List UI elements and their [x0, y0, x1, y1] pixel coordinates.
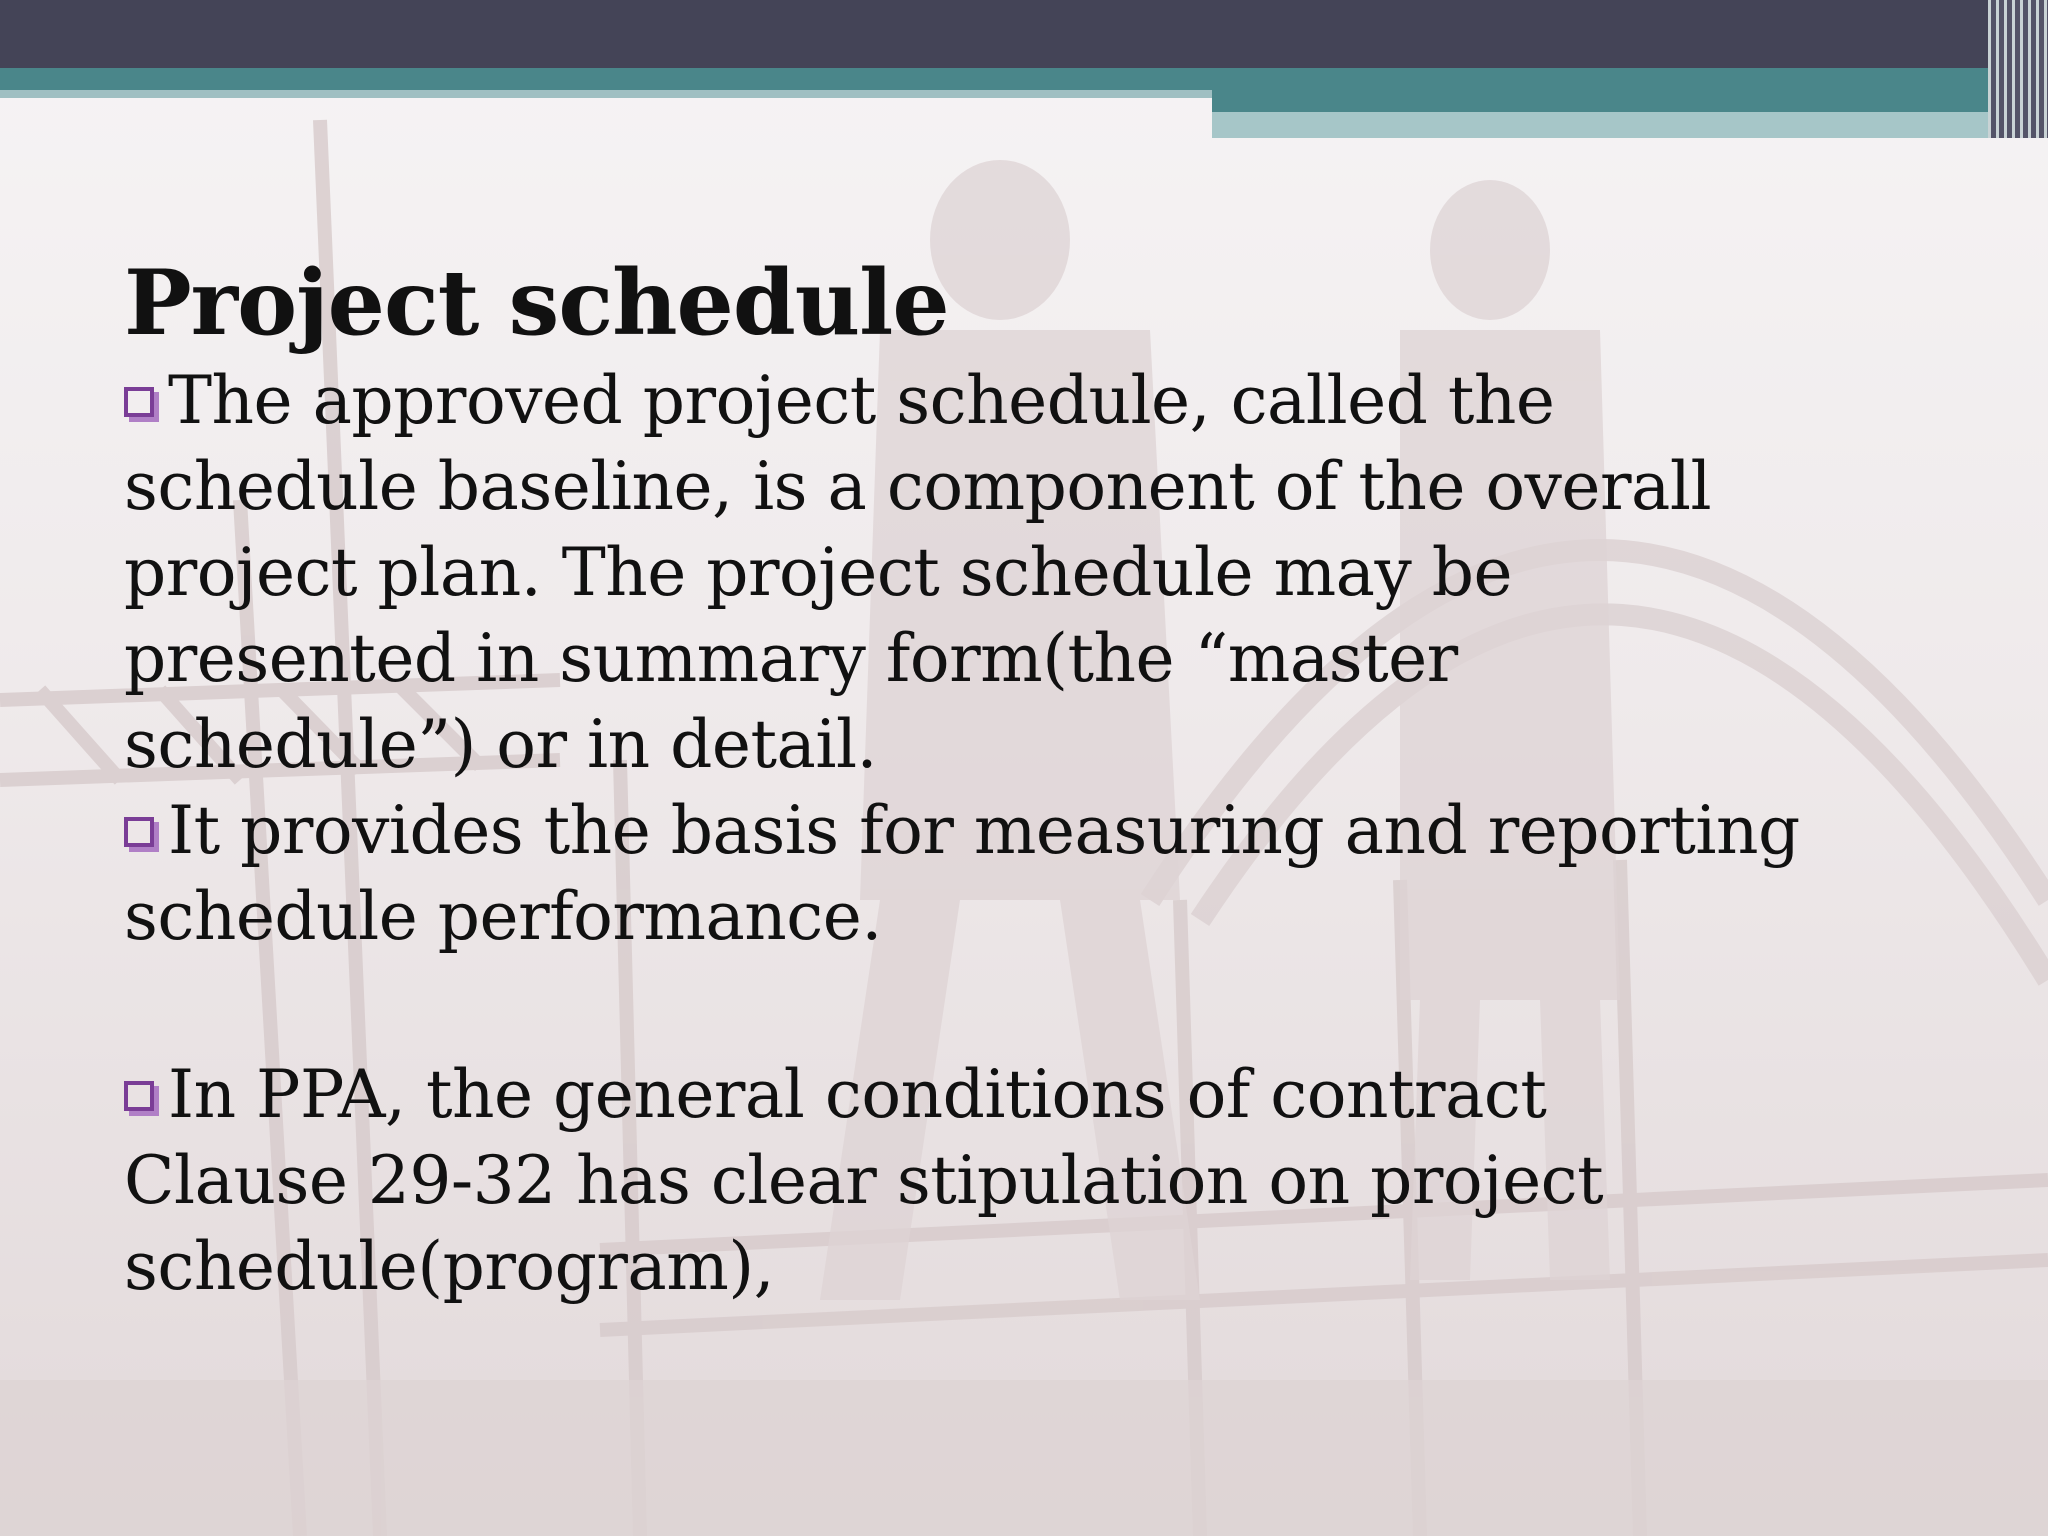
- header-bar-teal: [0, 68, 2048, 90]
- header-bar-dark: [0, 0, 2048, 68]
- bullet-line: presented in summary form(the “master: [124, 620, 1458, 697]
- checkbox-square-icon: [124, 817, 154, 847]
- bullet-line: schedule baseline, is a component of the overall: [124, 448, 1712, 525]
- spacer: [124, 960, 1984, 1052]
- page-title: Project schedule: [124, 250, 949, 356]
- checkbox-square-icon: [124, 1081, 154, 1111]
- bullet-line: schedule”) or in detail.: [124, 706, 878, 783]
- bullet-line: It provides the basis for measuring and reporting: [124, 788, 1984, 874]
- bullet-line: schedule(program),: [124, 1228, 775, 1305]
- slide-content: [124, 248, 1984, 1310]
- bullet-line: schedule performance.: [124, 878, 882, 955]
- bullet-item: [124, 788, 1984, 960]
- bullet-line: In PPA, the general conditions of contract: [124, 1052, 1984, 1138]
- bullet-item: [124, 358, 1984, 788]
- bullet-item: [124, 1052, 1984, 1310]
- bullet-line: Clause 29-32 has clear stipulation on project: [124, 1142, 1604, 1219]
- header-bar-teal-light: [0, 90, 1212, 98]
- checkbox-square-icon: [124, 387, 154, 417]
- bullet-line: The approved project schedule, called the: [124, 358, 1984, 444]
- bullet-line: project plan. The project schedule may be: [124, 534, 1513, 611]
- header-bar-teal-step-light: [1212, 112, 2048, 138]
- header-edge-stripes: [1988, 0, 2048, 138]
